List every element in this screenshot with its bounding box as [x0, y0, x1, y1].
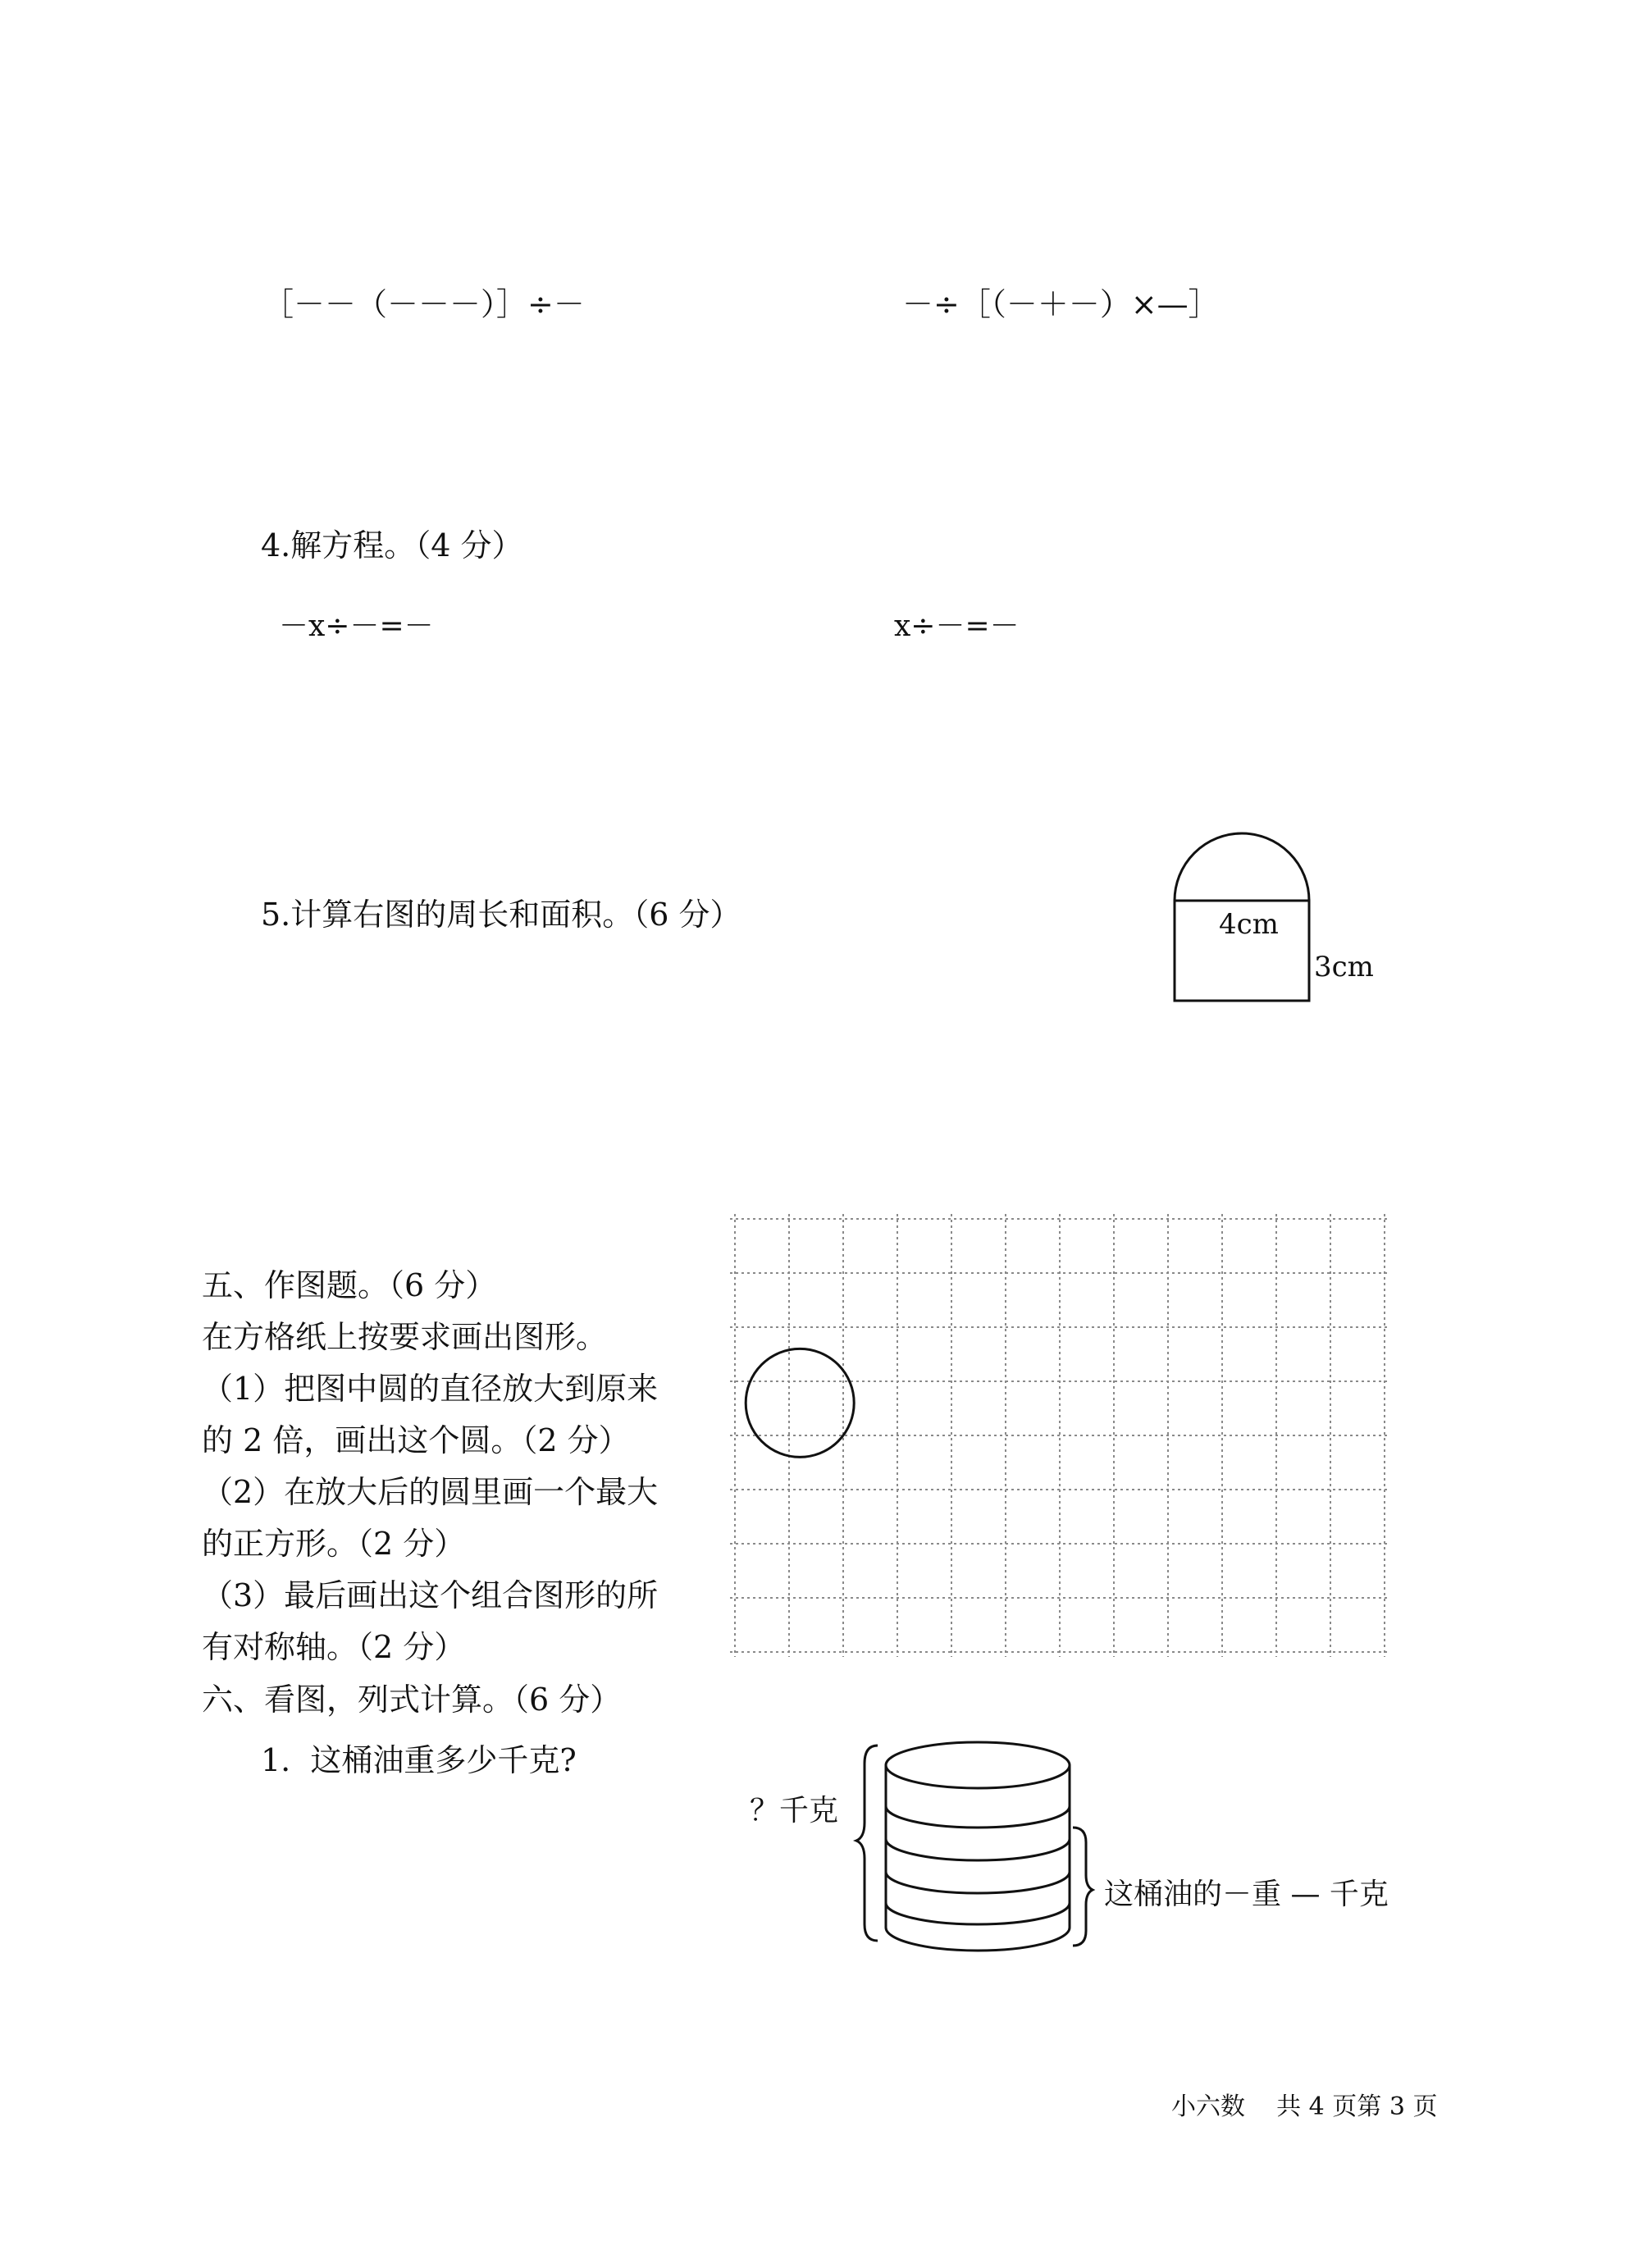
section5-heading: 五、作图题。（6 分） [202, 1267, 497, 1303]
section5-line-2: 的 2 倍，画出这个圆。（2 分） [202, 1422, 630, 1458]
expression-right: －÷［（－＋－）×—］ [902, 286, 1220, 322]
q4-equation-right: x÷－=－ [894, 609, 1020, 643]
expression-left: ［－－（－－－）］÷－ [262, 286, 585, 322]
q4-title: 4.解方程。（4 分） [261, 527, 523, 564]
figure-height-label: 3cm [1314, 951, 1374, 983]
section5-line-6: 有对称轴。（2 分） [202, 1629, 466, 1665]
section5-line-4: 的正方形。（2 分） [202, 1526, 466, 1562]
page-footer: 小六数 共 4 页第 3 页 [1171, 2092, 1438, 2121]
q5-title: 5.计算右图的周长和面积。（6 分） [261, 897, 741, 933]
oil-barrel-figure [853, 1731, 1091, 1969]
grid-paper [730, 1214, 1386, 1657]
figure-width-label: 4cm [1219, 908, 1279, 941]
section5-intro: 在方格纸上按要求画出图形。 [202, 1319, 608, 1355]
barrel-part-label: 这桶油的－重 — 千克 [1104, 1878, 1389, 1911]
grid-circle [746, 1348, 854, 1457]
barrel-total-label: ？千克 [750, 1794, 839, 1828]
section5-line-5: （3）最后画出这个组合图形的所 [202, 1577, 659, 1613]
section5-line-1: （1）把图中圆的直径放大到原来 [202, 1371, 659, 1407]
section6-q1: 1. 这桶油重多少千克? [261, 1742, 577, 1778]
q4-equation-left: －x÷－=－ [279, 609, 434, 643]
section6-heading: 六、看图，列式计算。（6 分） [202, 1682, 622, 1718]
section5-line-3: （2）在放大后的圆里画一个最大 [202, 1474, 659, 1510]
